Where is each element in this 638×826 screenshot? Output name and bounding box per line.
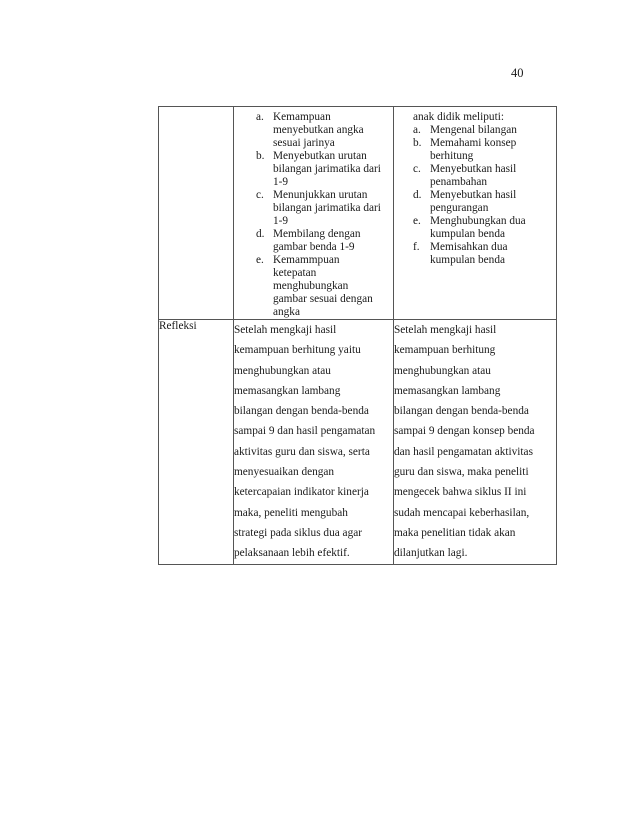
list-marker: d. [256, 228, 265, 240]
list-marker: a. [413, 124, 421, 136]
outcome-intro: anak didik meliputi: [413, 111, 504, 123]
list-item-text [430, 137, 516, 163]
list-marker: f. [413, 241, 420, 253]
text-line: memasangkan lambang [394, 384, 501, 397]
list-item [256, 111, 387, 150]
text-line: gambar sesuai dengan [273, 293, 373, 305]
text-line: kemampuan berhitung [394, 344, 496, 357]
text-line: Menyebutkan hasil [430, 189, 517, 201]
list-item-text [430, 215, 526, 241]
list-item-text [430, 241, 508, 267]
text-line: kumpulan benda [430, 254, 505, 266]
list-item [256, 228, 387, 254]
text-line: Menyebutkan urutan [273, 150, 367, 162]
text-line: menghubungkan [273, 280, 349, 292]
text-line: Kemammpuan [273, 254, 340, 266]
indicator-list-cell [234, 107, 394, 320]
text-line: bilangan dengan benda-benda [234, 405, 369, 418]
text-line: Mengenal bilangan [430, 124, 517, 136]
list-item-text [273, 150, 381, 189]
list-item-text [273, 111, 364, 150]
list-item-text [430, 124, 517, 137]
text-line: bilangan dengan benda-benda [394, 405, 529, 418]
list-marker: b. [413, 137, 422, 149]
text-line: gambar benda 1-9 [273, 241, 355, 253]
list-item [413, 215, 552, 241]
refleksi-siklus-1-text [234, 320, 393, 564]
list-item [256, 150, 387, 189]
text-line: dilanjutkan lagi. [394, 547, 468, 560]
text-line: dan hasil pengamatan aktivitas [394, 445, 533, 458]
text-line: kemampuan berhitung yaitu [234, 344, 361, 357]
refleksi-label: Refleksi [159, 320, 234, 565]
refleksi-siklus-2-cell [394, 320, 557, 565]
text-line: penambahan [430, 176, 488, 188]
page-number: 40 [511, 66, 524, 80]
refleksi-siklus-1-cell [234, 320, 394, 565]
text-line: angka [273, 306, 300, 318]
text-line: sampai 9 dengan konsep benda [394, 425, 535, 438]
text-line: menyebutkan angka [273, 124, 364, 136]
list-marker: c. [256, 189, 264, 201]
text-line: Memahami konsep [430, 137, 517, 149]
list-item [256, 189, 387, 228]
text-line: kumpulan benda [430, 228, 505, 240]
text-line: pelaksanaan lebih efektif. [234, 547, 350, 560]
row-label-cell-empty [159, 107, 234, 320]
list-item [413, 163, 552, 189]
text-line: berhitung [430, 150, 474, 162]
list-item-text [430, 163, 516, 189]
refleksi-siklus-2-text [394, 320, 556, 564]
text-line: sudah mencapai keberhasilan, [394, 506, 530, 519]
list-item-text [430, 189, 516, 215]
text-line: sampai 9 dan hasil pengamatan [234, 425, 376, 438]
list-item [413, 189, 552, 215]
text-line: maka penelitian tidak akan [394, 526, 516, 539]
text-line: aktivitas guru dan siswa, serta [234, 445, 370, 458]
text-line: Menunjukkan urutan [273, 189, 368, 201]
text-line: pengurangan [430, 202, 489, 214]
text-line: menghubungkan atau [394, 364, 491, 377]
indicator-list [256, 111, 387, 319]
list-marker: c. [413, 163, 421, 175]
text-line: 1-9 [273, 176, 289, 188]
list-item-text [273, 254, 373, 319]
text-line: ketepatan [273, 267, 317, 279]
table-row [159, 320, 557, 565]
text-line: Setelah mengkaji hasil [394, 324, 497, 336]
text-line: strategi pada siklus dua agar [234, 526, 362, 539]
text-line: mengecek bahwa siklus II ini [394, 486, 527, 499]
text-line: menghubungkan atau [234, 364, 331, 377]
text-line: memasangkan lambang [234, 384, 341, 397]
list-item [413, 124, 552, 137]
text-line: sesuai jarinya [273, 137, 335, 149]
list-marker: a. [256, 111, 264, 123]
text-line: ketercapaian indikator kinerja [234, 486, 369, 499]
list-marker: e. [413, 215, 421, 227]
list-item-text [273, 189, 381, 228]
list-marker: d. [413, 189, 422, 201]
text-line: guru dan siswa, maka peneliti [394, 466, 529, 479]
list-item [413, 241, 552, 267]
text-line: Memisahkan dua [430, 241, 508, 253]
research-table [158, 106, 557, 565]
list-item [256, 254, 387, 319]
text-line: Menyebutkan hasil [430, 163, 517, 175]
text-line: 1-9 [273, 215, 289, 227]
list-item [413, 137, 552, 163]
text-line: Membilang dengan [273, 228, 361, 240]
text-line: maka, peneliti mengubah [234, 506, 348, 519]
outcome-list [413, 124, 552, 267]
table-row [159, 107, 557, 320]
text-line: bilangan jarimatika dari [273, 163, 381, 175]
text-line: Setelah mengkaji hasil [234, 324, 337, 336]
text-line: Menghubungkan dua [430, 215, 526, 227]
text-line: menyesuaikan dengan [234, 466, 335, 479]
list-marker: e. [256, 254, 264, 266]
text-line: bilangan jarimatika dari [273, 202, 381, 214]
list-marker: b. [256, 150, 265, 162]
text-line: Kemampuan [273, 111, 331, 123]
list-item-text [273, 228, 361, 254]
learning-outcome-cell [394, 107, 557, 320]
